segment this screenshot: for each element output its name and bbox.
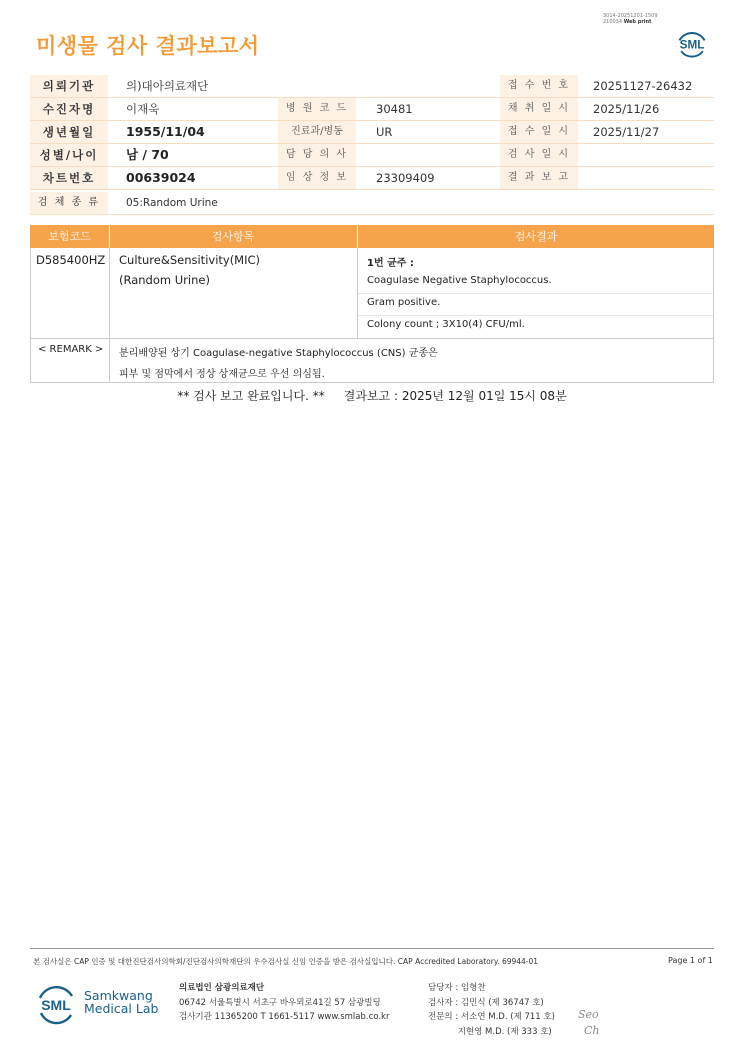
remark-label: < REMARK >	[38, 344, 104, 355]
hospital-code-value: 30481	[376, 102, 413, 116]
test-item-line2: (Random Urine)	[119, 273, 210, 287]
info-row-4	[30, 144, 714, 167]
requester-value: 의)대아의료재단	[126, 79, 209, 93]
insurance-code: D585400HZ	[36, 253, 106, 267]
reception-date-label: 접 수 일 시	[500, 121, 578, 143]
remark-line-2: 피부 및 점막에서 정상 상재균으로 우선 의심됨.	[119, 369, 325, 380]
patient-value: 이재욱	[126, 102, 160, 116]
specimen-label: 검 체 종 류	[30, 192, 108, 214]
completion-notice: ** 검사 보고 완료입니다. ** 결과보고 : 2025년 12월 01일 15시 08분	[177, 389, 567, 403]
hospital-code-label: 병 원 코 드	[278, 98, 356, 120]
dept-label: 진료과/병동	[278, 121, 356, 143]
web-print-label: Web print	[623, 19, 652, 25]
collection-date-value: 2025/11/26	[593, 102, 660, 116]
brand-line1: Samkwang	[84, 988, 153, 1003]
info-row-1	[30, 75, 714, 98]
document-code-line2: 210034	[603, 19, 623, 25]
document-code-line1: 3014-20251201-1509	[603, 13, 658, 19]
result-line-3: Gram positive.	[367, 297, 441, 308]
dept-value: UR	[376, 125, 393, 139]
document-code	[603, 13, 658, 25]
specimen-value: 05:Random Urine	[126, 197, 218, 209]
info-row-3	[30, 121, 714, 144]
results-header	[30, 225, 714, 248]
page-number: Page 1 of 1	[668, 956, 713, 965]
patient-label: 수진자명	[30, 98, 108, 120]
reception-date-value: 2025/11/27	[593, 125, 660, 139]
corp-address: 06742 서울특별시 서초구 바우뫼로41길 57 삼광빌딩	[179, 997, 381, 1008]
doctor-label: 담 당 의 사	[278, 144, 356, 166]
signature-1: Seo	[578, 1008, 599, 1021]
test-date-label: 검 사 일 시	[500, 144, 578, 166]
info-row-2	[30, 98, 714, 121]
result-line-4: Colony count ; 3X10(4) CFU/ml.	[367, 319, 525, 330]
corp-contact: 검사기관 11365200 T 1661-5117 www.smlab.co.kr	[179, 1012, 390, 1022]
report-title: 미생물 검사 결과보고서	[36, 34, 260, 58]
col-code-header: 보험코드	[48, 230, 91, 243]
brand-name	[84, 989, 158, 1015]
birth-value: 1955/11/04	[126, 124, 205, 139]
staff-line-2: 검사자 : 김민식 (제 36747 호)	[428, 997, 544, 1008]
info-row-6	[30, 192, 714, 215]
logo-text: SML	[679, 38, 705, 52]
info-row-5	[30, 167, 714, 190]
sex-age-value: 남 / 70	[126, 147, 169, 162]
col-result-header: 검사결과	[514, 230, 558, 243]
staff-info	[428, 981, 555, 1039]
collection-date-label: 채 취 일 시	[500, 98, 578, 120]
corp-name: 의료법인 삼광의료재단	[179, 983, 265, 993]
birth-label: 생년월일	[30, 121, 108, 143]
signature	[578, 1007, 600, 1039]
footer-divider	[30, 948, 714, 949]
signature-2: Ch	[584, 1024, 600, 1037]
footer-logo-text: SML	[41, 997, 71, 1013]
test-item-line1: Culture&Sensitivity(MIC)	[119, 253, 261, 267]
sml-footer-logo-icon	[36, 982, 76, 1026]
chart-value: 00639024	[126, 170, 196, 185]
staff-line-4: 지현영 M.D. (제 333 호)	[428, 1026, 552, 1037]
report-label: 결 과 보 고	[500, 167, 578, 189]
col-item-header: 검사항목	[211, 230, 255, 243]
clinical-value: 23309409	[376, 171, 435, 185]
sex-age-label: 성별/나이	[30, 144, 108, 166]
sml-logo-icon	[674, 26, 710, 62]
staff-line-1: 담당자 : 임형찬	[428, 983, 486, 993]
result-line-1: 1번 균주 :	[367, 258, 414, 269]
reception-no-value: 20251127-26432	[593, 79, 693, 93]
remark-line-1: 분리배양된 상기 Coagulase-negative Staphylococcus (CNS) 균종은	[119, 348, 438, 359]
staff-line-3: 전문의 : 서소연 M.D. (제 711 호)	[428, 1012, 555, 1022]
brand-line2: Medical Lab	[84, 1001, 159, 1016]
accreditation-note: 본 검사실은 CAP 인증 및 대한진단검사의학회/진단검사의학재단의 우수검사실 신임 인증을 받은 검사실입니다. CAP Accredited Laboratory. 69944-01	[33, 957, 539, 966]
reception-no-label: 접 수 번 호	[500, 75, 578, 97]
chart-label: 차트번호	[30, 167, 108, 189]
result-line-2: Coagulase Negative Staphylococcus.	[367, 275, 552, 286]
corporation-info	[179, 981, 389, 1025]
clinical-label: 임 상 정 보	[278, 167, 356, 189]
requester-label: 의뢰기관	[30, 75, 108, 97]
